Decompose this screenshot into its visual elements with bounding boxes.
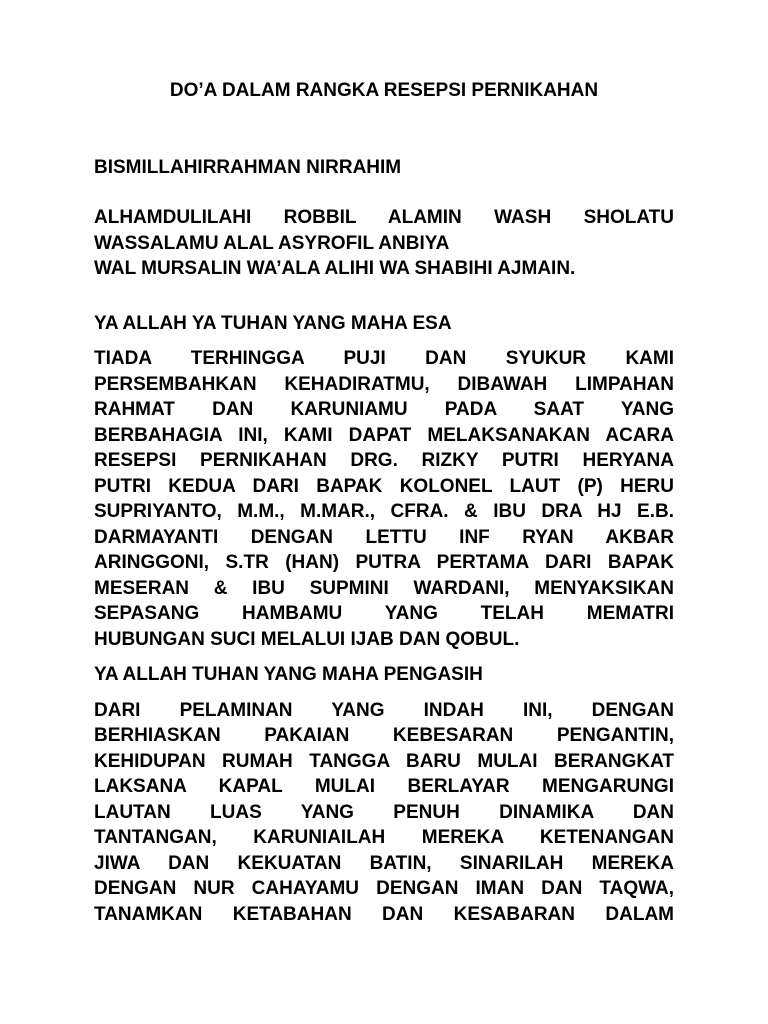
paragraph-line: ARINGGONI, S.TR (HAN) PUTRA PERTAMA DARI BAPAK xyxy=(94,552,674,573)
opening-line: BISMILLAHIRRAHMAN NIRRAHIM xyxy=(94,156,402,178)
paragraph-line: PERSEMBAHKAN KEHADIRATMU, DIBAWAH LIMPAHAN xyxy=(94,373,674,395)
paragraph-1 xyxy=(94,346,674,652)
paragraph-line: RESEPSI PERNIKAHAN DRG. RIZKY PUTRI HERYANA xyxy=(94,450,674,471)
praise-line: WASSALAMU ALAL ASYROFIL ANBIYA xyxy=(94,232,450,254)
paragraph-line: RAHMAT DAN KARUNIAMU PADA SAAT YANG xyxy=(94,399,674,420)
praise-line: ALHAMDULILAHI ROBBIL ALAMIN WASH SHOLATU xyxy=(94,207,674,228)
paragraph-line: TANTANGAN, KARUNIAILAH MEREKA KETENANGAN xyxy=(94,827,674,848)
paragraph-line: SEPASANG HAMBAMU YANG TELAH MEMATRI xyxy=(94,603,674,624)
paragraph-line: BERHIASKAN PAKAIAN KEBESARAN PENGANTIN, xyxy=(94,725,674,746)
paragraph-line: HUBUNGAN SUCI MELALUI IJAB DAN QOBUL. xyxy=(94,628,520,650)
invocation-heading-2: YA ALLAH TUHAN YANG MAHA PENGASIH xyxy=(94,664,483,685)
paragraph-line: DENGAN NUR CAHAYAMU DENGAN IMAN DAN TAQWA, xyxy=(94,878,674,899)
paragraph-line: MESERAN & IBU SUPMINI WARDANI, MENYAKSIKAN xyxy=(94,577,674,599)
paragraph-line: PUTRI KEDUA DARI BAPAK KOLONEL LAUT (P) HERU xyxy=(94,475,674,497)
paragraph-line: BERBAHAGIA INI, KAMI DAPAT MELAKSANAKAN ACARA xyxy=(94,424,674,446)
paragraph-line: LAUTAN LUAS YANG PENUH DINAMIKA DAN xyxy=(94,801,674,823)
praise-line: WAL MURSALIN WA’ALA ALIHI WA SHABIHI AJMAIN. xyxy=(94,258,576,279)
praise-paragraph xyxy=(94,205,674,282)
paragraph-line: LAKSANA KAPAL MULAI BERLAYAR MENGARUNGI xyxy=(94,776,674,797)
paragraph-2 xyxy=(94,698,674,928)
paragraph-line: TIADA TERHINGGA PUJI DAN SYUKUR KAMI xyxy=(94,348,674,369)
paragraph-line: DARMAYANTI DENGAN LETTU INF RYAN AKBAR xyxy=(94,526,674,548)
paragraph-line: KEHIDUPAN RUMAH TANGGA BARU MULAI BERANGKAT xyxy=(94,750,674,772)
paragraph-line: JIWA DAN KEKUATAN BATIN, SINARILAH MEREKA xyxy=(94,852,674,874)
invocation-heading-1: YA ALLAH YA TUHAN YANG MAHA ESA xyxy=(94,312,452,334)
document-title: DO’A DALAM RANGKA RESEPSI PERNIKAHAN xyxy=(169,80,599,101)
paragraph-line: DARI PELAMINAN YANG INDAH INI, DENGAN xyxy=(94,699,674,721)
paragraph-line: SUPRIYANTO, M.M., M.MAR., CFRA. & IBU DRA HJ E.B. xyxy=(94,501,674,522)
paragraph-line: TANAMKAN KETABAHAN DAN KESABARAN DALAM xyxy=(94,903,674,925)
